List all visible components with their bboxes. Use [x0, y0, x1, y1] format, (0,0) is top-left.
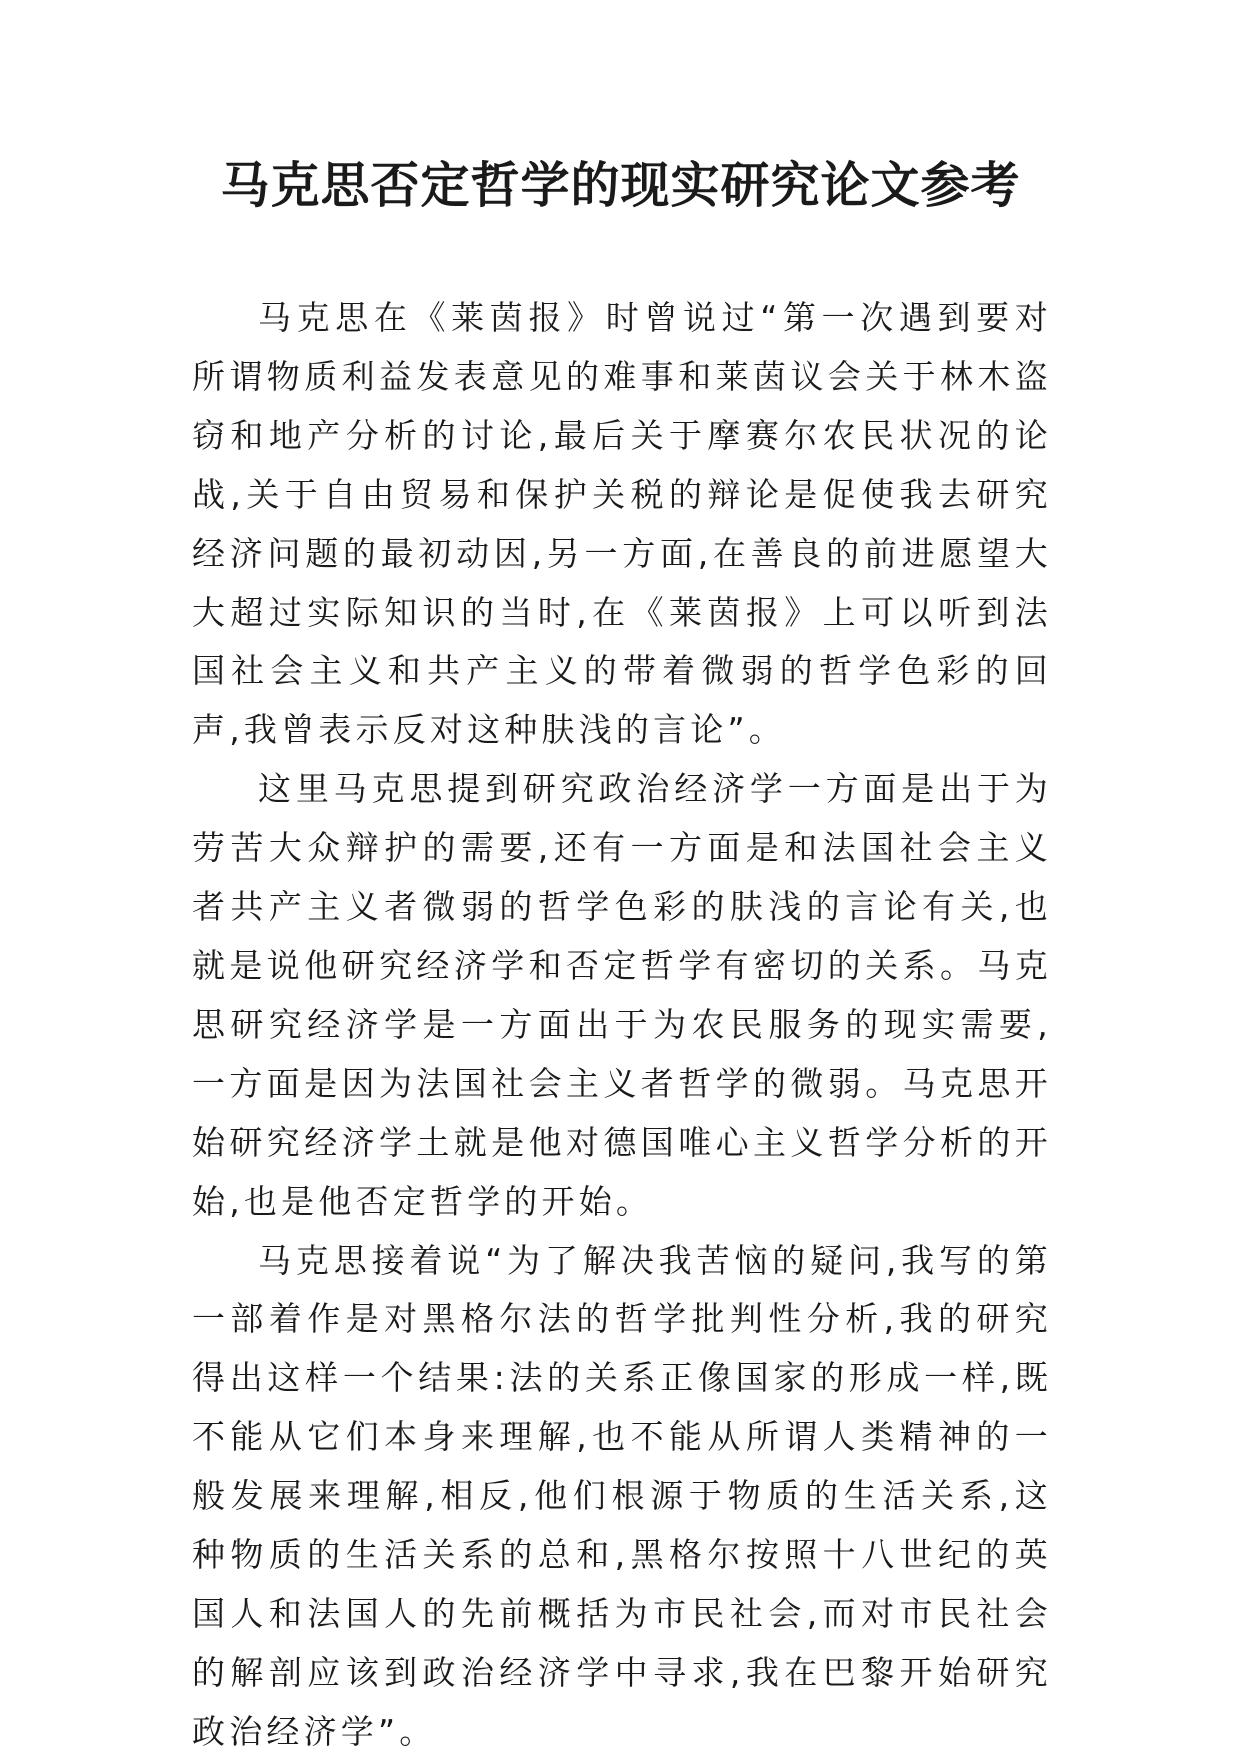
paragraph-1: 马克思在《莱茵报》时曾说过“第一次遇到要对所谓物质利益发表意见的难事和莱茵议会关于林木盗窃和地产分析的讨论,最后关于摩赛尔农民状况的论战,关于自由贸易和保护关税的辩论是促使我去研究经济问题的最初动因,另一方面,在善良的前进愿望大大超过实际知识的当时,在《莱茵报》上可以听到法国社会主义和共产主义的带着微弱的哲学色彩的回声,我曾表示反对这种肤浅的言论”。: [192, 298, 1052, 750]
document-title: 马克思否定哲学的现实研究论文参考: [220, 156, 1021, 214]
paragraph-2: 这里马克思提到研究政治经济学一方面是出于为劳苦大众辩护的需要,还有一方面是和法国社会主义者共产主义者微弱的哲学色彩的肤浅的言论有关,也就是说他研究经济学和否定哲学有密切的关系。马克思研究经济学是一方面出于为农民服务的现实需要,一方面是因为法国社会主义者哲学的微弱。马克思开始研究经济学土就是他对德国唯心主义哲学分析的开始,也是他否定哲学的开始。: [192, 769, 1052, 1221]
document-body: [192, 289, 1052, 1762]
paragraph-3: 马克思接着说“为了解决我苦恼的疑问,我写的第一部着作是对黑格尔法的哲学批判性分析,我的研究得出这样一个结果:法的关系正像国家的形成一样,既不能从它们本身来理解,也不能从所谓人类精神的一般发展来理解,相反,他们根源于物质的生活关系,这种物质的生活关系的总和,黑格尔按照十八世纪的英国人和法国人的先前概括为市民社会,而对市民社会的解剖应该到政治经济学中寻求,我在巴黎开始研究政治经济学”。: [192, 1240, 1052, 1751]
